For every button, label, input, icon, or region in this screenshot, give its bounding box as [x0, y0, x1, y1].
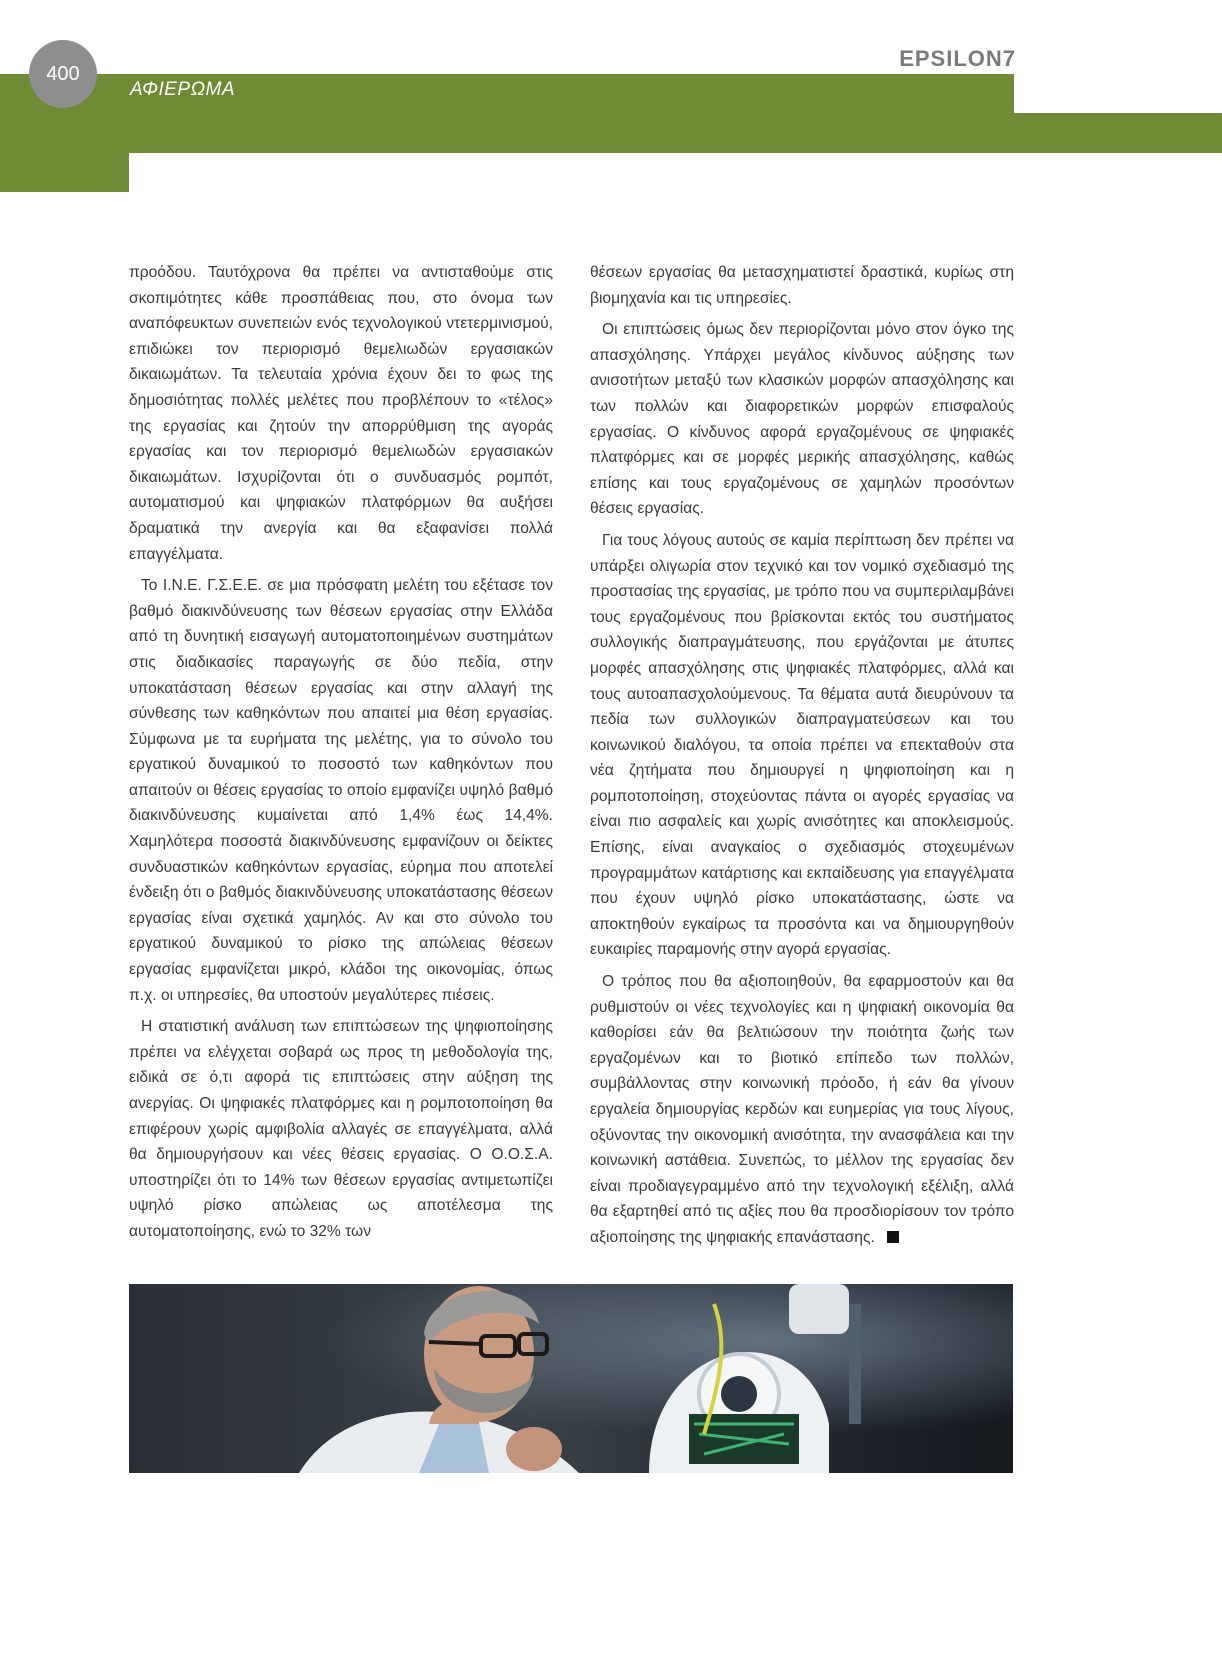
paragraph-last	[590, 969, 1014, 1251]
magazine-brand: EPSILON7	[899, 46, 1016, 71]
page-number-badge	[29, 40, 97, 108]
black-square-icon	[887, 1231, 899, 1243]
paragraph: Η στατιστική ανάλυση των επιπτώσεων της ψηφιοποίησης πρέπει να ελέγχεται σοβαρά ως προς τη μεθοδολογία της, ειδικά σε ό,τι αφορά τις επιπτώσεις στην αύξηση της ανεργίας. Οι ψηφιακές πλατφόρμες και η ρομποτοποίηση θα επιφέρουν χωρίς αμφιβολία αλλαγές σε επαγγέλματα, αλλά θα δημιουργήσουν και νέες θέσεις εργασίας. Ο Ο.Ο.Σ.Α. υποστηρίζει ότι το 14% των θέσεων εργασίας αντιμετωπίζει υψηλό ρίσκο απώλειας ως αποτέλεσμα της αυτοματοποίησης, ενώ το 32% των	[129, 1018, 553, 1240]
header-band-middle	[0, 113, 1222, 153]
paragraph: θέσεων εργασίας θα μετασχηματιστεί δραστικά, κυρίως στη βιομηχανία και τις υπηρεσίες.	[590, 264, 1014, 307]
article-photo	[129, 1284, 1013, 1473]
article-column-left	[129, 260, 553, 1251]
article-column-right	[590, 260, 1014, 1257]
scientist-robot-photo	[129, 1284, 1013, 1473]
paragraph: Για τους λόγους αυτούς σε καμία περίπτωση δεν πρέπει να υπάρξει ολιγωρία στον τεχνικό και τον νομικό σχεδιασμό της προστασίας της εργασίας, με τρόπο που να συμπεριλαμβάνει τους εργαζομένους που βρίσκονται εκτός του συστήματος συλλογικής διαπραγμάτευσης, που εργάζονται με άτυπες μορφές απασχόλησης στις ψηφιακές πλατφόρμες, αλλά και τους αυτοαπασχολούμενους. Τα θέματα αυτά διευρύνουν τα πεδία των συλλογικών διαπραγματεύσεων και του κοινωνικού διαλόγου, τα οποία πρέπει να επεκταθούν στα νέα ζητήματα που δημιουργεί η ψηφιοποίηση και η ρομποτοποίηση, στοχεύοντας πάντα οι αγορές εργασίας να είναι πιο ασφαλείς και χωρίς ανισότητες και αποκλεισμούς. Επίσης, είναι αναγκαίος ο σχεδιασμός στοχευμένων προγραμμάτων κατάρτισης και εκπαίδευσης για επαγγέλματα που έχουν υψηλό ρίσκο υποκατάστασης, ώστε να αποκτηθούν εγκαίρως τα προσόντα και να δημιουργηθούν ευκαιρίες παραμονής στην αγορά εργασίας.	[590, 531, 1014, 959]
paragraph: Το Ι.Ν.Ε. Γ.Σ.Ε.Ε. σε μια πρόσφατη μελέτη του εξέτασε τον βαθμό διακινδύνευσης των θέσεων εργασίας στην Ελλάδα από τη δυνητική εισαγωγή αυτοματοποιημένων συστημάτων στις διαδικασίες παραγωγής σε δύο πεδία, στην υποκατάσταση θέσεων εργασίας και στην αλλαγή της σύνθεσης των καθηκόντων που απαιτεί μια θέση εργασίας. Σύμφωνα με τα ευρήματα της μελέτης, για το σύνολο του εργατικού δυναμικού το ποσοστό των καθηκόντων που απαιτούν οι θέσεις εργασίας το οποίο εμφανίζει υψηλό βαθμό διακινδύνευσης κυμαίνεται από 1,4% έως 14,4%. Χαμηλότερα ποσοστά διακινδύνευσης εμφανίζουν οι δείκτες συνδυαστικών καθηκόντων εργασίας, εύρημα που αποτελεί ένδειξη ότι ο βαθμός διακινδύνευσης υποκατάστασης θέσεων εργασίας είναι σχετικά χαμηλός. Αν και στο σύνολο του εργατικού δυναμικού το ρίσκο της απώλειας θέσεων εργασίας εμφανίζεται μικρό, κλάδοι της οικονομίας, όπως π.χ. οι υπηρεσίες, θα υποστούν μεγαλύτερες πιέσεις.	[129, 577, 553, 1004]
page-number: 400	[46, 62, 80, 85]
section-label: ΑΦΙΕΡΩΜΑ	[130, 79, 236, 100]
paragraph: Οι επιπτώσεις όμως δεν περιορίζονται μόνο στον όγκο της απασχόλησης. Υπάρχει μεγάλος κίνδυνος αύξησης των ανισοτήτων μεταξύ των κλασικών μορφών απασχόλησης και των πολλών και διαφορετικών μορφών επισφαλούς εργασίας. Ο κίνδυνος αφορά εργαζομένους σε ψηφιακές πλατφόρμες και σε μορφές μερικής απασχόλησης, καθώς επίσης και τους εργαζομένους σε χαμηλών προσόντων θέσεις εργασίας.	[590, 321, 1014, 518]
paragraph-text: Ο τρόπος που θα αξιοποιηθούν, θα εφαρμοστούν και θα ρυθμιστούν οι νέες τεχνολογίες και η ψηφιακή οικονομία θα καθορίσει εάν θα βελτιώσουν την ποιότητα ζωής των εργαζομένων και το βιοτικό επίπεδο των πολλών, συμβάλλοντας στην κοινωνική πρόοδο, ή εάν θα γίνουν εργαλεία δημιουργίας κερδών και ευημερίας για τους λίγους, οξύνοντας την οικονομική ανισότητα, την ανασφάλεια και την κοινωνική αστάθεια. Συνεπώς, το μέλλον της εργασίας δεν είναι προδιαγεγραμμένο από την τεχνολογική εξέλιξη, αλλά θα εξαρτηθεί από τις αξίες που θα προσδιορίσουν τον τρόπο αξιοποίησης της ψηφιακής επανάστασης.	[590, 973, 1014, 1246]
header-band-lower	[0, 152, 129, 192]
paragraph: προόδου. Ταυτόχρονα θα πρέπει να αντισταθούμε στις σκοπιμότητες κάθε προσπάθειας που, στο όνομα των αναπόφευκτων συνεπειών ενός τεχνολογικού ντετερμινισμού, επιδιώκει τον περιορισμό θεμελιωδών εργασιακών δικαιωμάτων. Τα τελευταία χρόνια έχουν δει το φως της δημοσιότητας πολλές μελέτες που προβλέπουν το «τέλος» της εργασίας και ζητούν την απορρύθμιση της αγοράς εργασίας και τον περιορισμό θεμελιωδών εργασιακών δικαιωμάτων. Ισχυρίζονται ότι ο συνδυασμός ρομπότ, αυτοματισμού και ψηφιακών πλατφόρμων θα αυξήσει δραματικά την ανεργία και θα εξαφανίσει πολλά επαγγέλματα.	[129, 264, 553, 563]
